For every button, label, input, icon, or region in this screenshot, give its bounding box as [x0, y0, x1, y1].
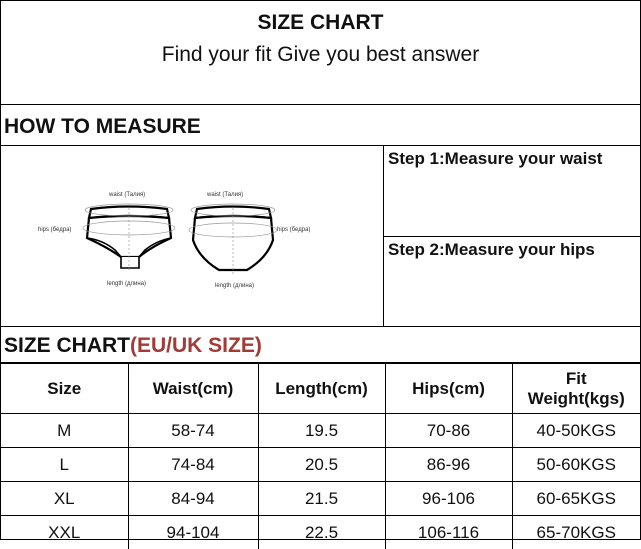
column-header-size: Size — [1, 364, 128, 414]
cell-waist: 74-84 — [128, 448, 258, 482]
table-header-row — [1, 364, 640, 414]
cell-length: 20.5 — [258, 448, 385, 482]
measure-steps — [384, 146, 640, 326]
underwear-diagram — [1, 146, 383, 326]
cell-size: XL — [1, 482, 128, 516]
step-hips: Step 2:Measure your hips — [384, 236, 640, 327]
cell-fit-weight: 60-65KGS — [512, 482, 640, 516]
cell-hips: 86-96 — [385, 448, 512, 482]
back-waist-label: waist (Талия) — [206, 192, 243, 198]
page-subtitle: Find your fit Give you best answer — [1, 35, 640, 67]
cell-hips: 96-106 — [385, 482, 512, 516]
back-hips-label: hips (бедра) — [277, 227, 310, 233]
cell-fit-weight: 50-60KGS — [512, 448, 640, 482]
front-brief-illustration — [83, 204, 175, 270]
cell-size: M — [1, 414, 128, 448]
step-waist: Step 1:Measure your waist — [384, 146, 640, 236]
cell-fit-weight: 65-70KGS — [512, 516, 640, 549]
page-title: SIZE CHART — [1, 1, 640, 35]
table-row — [1, 414, 640, 448]
cell-size: L — [1, 448, 128, 482]
cell-waist: 94-104 — [128, 516, 258, 549]
how-to-measure-title: HOW TO MEASURE — [1, 105, 640, 146]
size-table — [1, 363, 640, 549]
column-header-waist: Waist(cm) — [128, 364, 258, 414]
measure-section — [1, 146, 640, 327]
front-length-label: length (длина) — [107, 281, 146, 287]
cell-hips: 106-116 — [385, 516, 512, 549]
size-chart-title-accent: (EU/UK SIZE) — [130, 334, 262, 357]
back-length-label: length (длина) — [215, 283, 254, 289]
column-header-fit-weight: Fit Weight(kgs) — [512, 364, 640, 414]
front-waist-label: waist (Талия) — [108, 192, 145, 198]
cell-hips: 70-86 — [385, 414, 512, 448]
cell-waist: 58-74 — [128, 414, 258, 448]
size-chart-title — [1, 327, 640, 363]
cell-waist: 84-94 — [128, 482, 258, 516]
table-row — [1, 482, 640, 516]
column-header-hips: Hips(cm) — [385, 364, 512, 414]
cell-length: 22.5 — [258, 516, 385, 549]
table-row — [1, 516, 640, 549]
measure-diagram — [1, 146, 384, 326]
header — [1, 1, 640, 105]
cell-length: 21.5 — [258, 482, 385, 516]
cell-fit-weight: 40-50KGS — [512, 414, 640, 448]
cell-size: XXL — [1, 516, 128, 549]
front-hips-label: hips (бедра) — [38, 227, 71, 233]
back-brief-illustration — [189, 204, 277, 274]
cell-length: 19.5 — [258, 414, 385, 448]
table-row — [1, 448, 640, 482]
size-chart-title-prefix: SIZE CHART — [4, 334, 130, 357]
column-header-length: Length(cm) — [258, 364, 385, 414]
